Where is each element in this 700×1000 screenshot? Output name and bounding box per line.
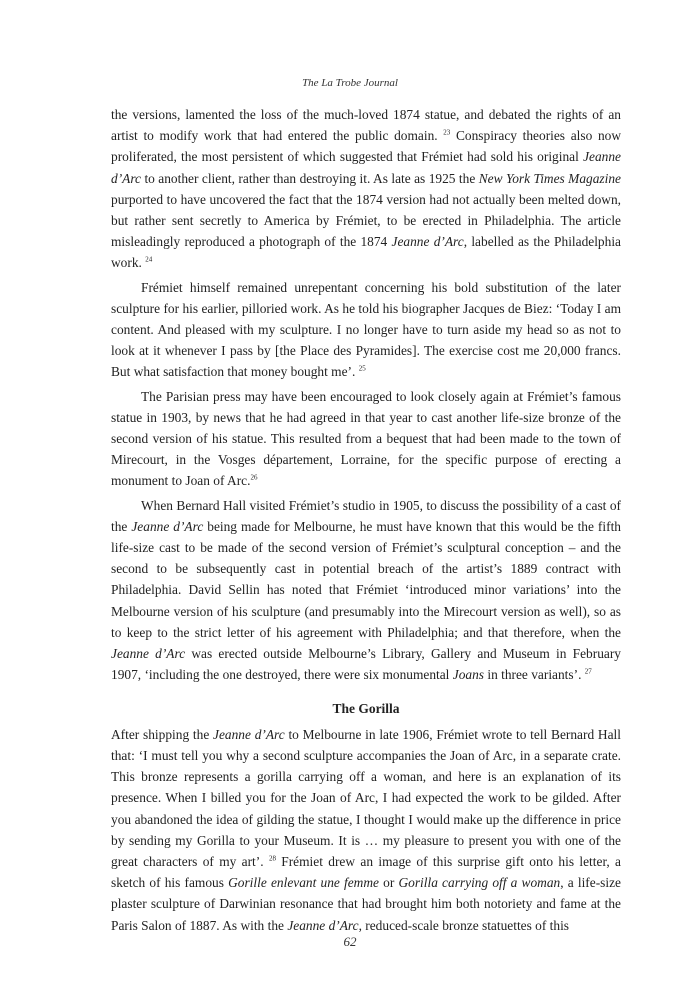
article-body	[111, 104, 621, 936]
footnote-marker: 28	[268, 854, 276, 863]
paragraph-3: The Parisian press may have been encouraged to look closely again at Frémiet’s famous statue in 1903, by news that he had agreed in that year to cast another life-size bronze of the second version of his statue. This resulted from a bequest that had been made to the town of Mirecourt, in the Vosges département, Lorraine, for the specific purpose of erecting a monument to Joan of Arc.$^{26}$	[111, 388, 621, 489]
paragraph-1: the versions, lamented the loss of the much-loved 1874 statue, and debated the rights of an artist to modify work that had entered the public domain. $^{23}$ Conspiracy theories also now proliferated, the most persistent of which suggested that Frémiet had sold his original Jeanne d’Arc to another client, rather than destroying it. As late as 1925 the New York Times Magazine purported to have uncovered the fact that the 1874 version had not actually been melted down, but rather sent secretly to America by Frémiet, to be erected in Philadelphia. The article misleadingly reproduced a photograph of the 1874 Jeanne d’Arc, labelled as the Philadelphia work. $^{24}$	[111, 107, 622, 271]
section-heading: The Gorilla	[332, 701, 400, 717]
footnote-marker: 25	[358, 364, 366, 373]
paragraph-5: After shipping the Jeanne d’Arc to Melbourne in late 1906, Frémiet wrote to tell Bernard Hall that: ‘I must tell you why a second sculpture accompanies the Joan of Arc, in a separate crate. This bronze represents a gorilla carrying off a woman, and here is an explanation of its presence. When I billed you for the Joan of Arc, I had expected the work to be gilded. After you abandoned the idea of gilding the statue, I thought I would make up the difference in price by sending my Gorilla to your Museum. It is … my pleasure to present you with one of the great characters of my art’. $^{28}$ Frémiet drew an image of this surprise gift onto his letter, a sketch of his famous Gorille enlevant une femme or Gorilla carrying off a woman, a life-size plaster sculpture of Darwinian resonance that had brought him both notoriety and fame at the Paris Salon of 1887. As with the Jeanne d’Arc, reduced-scale bronze statuettes of this	[111, 726, 621, 933]
footnote-marker: 23	[443, 128, 451, 137]
footnote-marker: 27	[584, 667, 592, 676]
footnote-marker: 26	[250, 473, 258, 482]
paragraph-2: Frémiet himself remained unrepentant concerning his bold substitution of the later sculpture for his earlier, pilloried work. As he told his biographer Jacques de Biez: ‘Today I am content. And pleased with my sculpture. I no longer have to turn aside my head so as not to look at it whenever I pass by [the Place des Pyramides]. The exercise cost me 20,000 francs. But what satisfaction that money bought me’. $^{25}$	[111, 279, 621, 380]
page-number: 62	[343, 934, 357, 949]
paragraph-4: When Bernard Hall visited Frémiet’s studio in 1905, to discuss the possibility of a cast of the Jeanne d’Arc being made for Melbourne, he must have known that this would be the fifth life-size cast to be made of the second version of Frémiet’s sculptural conception – and the second to be subsequently cast in potential breach of the artist’s 1889 contract with Philadelphia. David Sellin has noted that Frémiet ‘introduced minor variations’ into the Melbourne version of his sculpture (and presumably into the Mirecourt version as well), so as to keep to the strict letter of his agreement with Philadelphia; and that therefore, when the Jeanne d’Arc was erected outside Melbourne’s Library, Gallery and Museum in February 1907, ‘including the one destroyed, there were six monumental Joans in three variants’. $^{27}$	[111, 497, 621, 683]
footnote-marker: 24	[145, 255, 153, 264]
running-head: The La Trobe Journal	[302, 77, 398, 89]
